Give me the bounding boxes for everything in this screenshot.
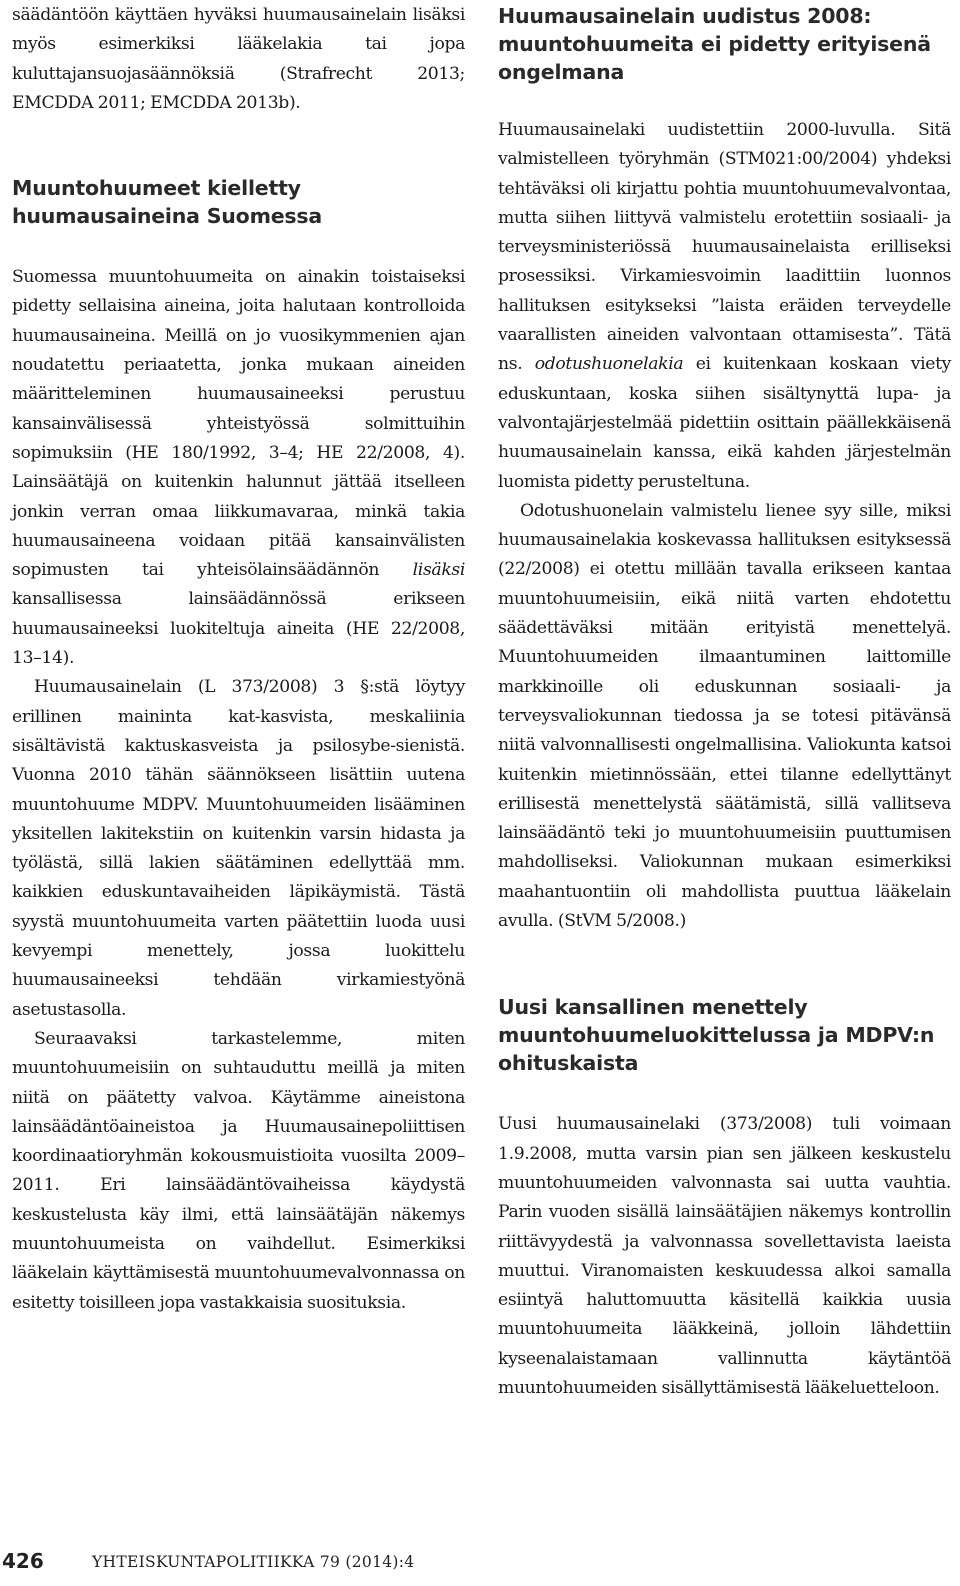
paragraph-huumausainelain: Huumausainelain (L 373/2008) 3 §:stä löytyy erillinen maininta kat-kasvista, meskaliinia sisältävistä kaktuskasveista ja psilosybe-sienistä. Vuonna 2010 tähän säännökseen lisättiin uutena muuntohuume MDPV. Muuntohuumeiden lisääminen yksitellen lakitekstiin on kuitenkin varsin hidasta ja työlästä, sillä lakien säätäminen edellyttää mm. kaikkien eduskuntavaiheiden läpikäymistä. Tästä syystä muuntohuumeita varten päätettiin luoda uusi kevyempi menettely, jossa luokittelu huumausaineeksi tehdään virkamiestyönä asetustasolla.: [12, 677, 465, 1020]
paragraph-uusi-huumausainelaki: Uusi huumausainelaki (373/2008) tuli voimaan 1.9.2008, mutta varsin pian sen jälkeen keskustelu muuntohuumeiden valvonnasta sai uutta vauhtia. Parin vuoden sisällä lainsäätäjien näkemys kontrollin riittävyydestä ja valvonnassa sovellettavista laeista muuttui. Viranomaisten keskuudessa alkoi samalla esiintyä haluttomuutta käsitellä kaikkia uusia muuntohuumeita lääkkeinä, jolloin lähdettiin kyseenalaistamaan vallinnutta käytäntöä muuntohuumeiden sisällyttämisestä lääkeluetteloon.: [498, 1114, 951, 1398]
emphasis-lisaksi: lisäksi: [412, 560, 465, 581]
section-heading-muuntohuumeet-kielletty: Muuntohuumeet kielletty huumausaineina Suomessa: [12, 176, 323, 229]
journal-title: YHTEISKUNTAPOLITIIKKA 79 (2014):4: [92, 1553, 415, 1571]
left-column: [12, 1, 465, 1318]
section-heading-huumausainelain-uudistus: Huumausainelain uudistus 2008: muuntohuumeita ei pidetty erityisenä ongelmana: [498, 4, 931, 84]
emphasis-odotushuonelakia: odotushuonelakia: [534, 354, 684, 375]
right-column: [498, 2, 951, 1403]
paragraph-text: kansallisessa lainsäädännössä erikseen huumausaineeksi luokiteltuja aineita (HE 22/2008, 13–14).: [12, 589, 465, 669]
paragraph-continuation: säädäntöön käyttäen hyväksi huumausainelain lisäksi myös esimerkiksi lääkelakia tai jopa kuluttajansuojasäännöksiä (Strafrecht 2013; EMCDDA 2011; EMCDDA 2013b).: [12, 5, 465, 113]
paragraph-uudistettiin: [498, 116, 951, 497]
page-number: 426: [2, 1549, 44, 1573]
section-heading-uusi-kansallinen-menettely: Uusi kansallinen menettely muuntohuumeluokittelussa ja MDPV:n ohituskaista: [498, 995, 935, 1076]
paragraph-odotushuonelain: Odotushuonelain valmistelu lienee syy sille, miksi huumausainelakia koskevassa hallituksen esityksessä (22/2008) ei otettu millään tavalla erikseen kantaa muuntohuumeisiin, eikä niitä varten ehdotettu säädettäväksi mitään erityistä menettelyä. Muuntohuumeiden ilmaantuminen laittomille markkinoille oli eduskunnan sosiaali- ja terveysvaliokunnan tiedossa ja se totesi pitävänsä niitä valvonnallisesti ongelmallisina. Valiokunta katsoi kuitenkin mietinnössään, ettei tilanne edellyttänyt erillisestä menettelystä säätämistä, sillä vallitseva lainsäädäntö teki jo muuntohuumeisiin puuttumisen mahdolliseksi. Valiokunnan mukaan esimerkiksi maahantuontiin oli mahdollista puuttua lääkelain avulla. (StVM 5/2008.): [498, 500, 951, 932]
paragraph-text: Suomessa muuntohuumeita on ainakin toistaiseksi pidetty sellaisina aineina, joita halutaan kontrolloida huumausaineina. Meillä on jo vuosikymmenien ajan noudatettu periaatetta, jonka mukaan aineiden määritteleminen huumausaineeksi perustuu kansainvälisessä yhteistyössä solmittuihin sopimuksiin (HE 180/1992, 3–4; HE 22/2008, 4). Lainsäätäjä on kuitenkin halunnut jättää itselleen jonkin verran omaa liikkumavaraa, minkä takia huumausaineena voidaan pitää kansainvälisten sopimusten tai yhteisölainsäädännön: [12, 267, 465, 581]
paragraph-seuraavaksi: Seuraavaksi tarkastelemme, miten muuntohuumeisiin on suhtauduttu meillä ja miten niitä on päätetty valvoa. Käytämme aineistona lainsäädäntöaineistoa ja Huumausainepoliittisen koordinaatioryhmän kokousmuistioita vuosilta 2009–2011. Eri lainsäädäntövaiheissa käydystä keskustelusta käy ilmi, että lainsäätäjän näkemys muuntohuumeista on vaihdellut. Esimerkiksi lääkelain käyttämisestä muuntohuumevalvonnassa on esitetty toisilleen jopa vastakkaisia suosituksia.: [12, 1028, 465, 1313]
page-footer: [0, 1547, 960, 1577]
paragraph-text: ei kuitenkaan koskaan viety eduskuntaan, koska siihen sisältynyttä lupa- ja valvontajärjestelmää pidettiin osittain päällekkäisenä huumausainelain kanssa, eikä kahden järjestelmän luomista pidetty perusteltuna.: [498, 354, 951, 492]
paragraph-text: Huumausainelaki uudistettiin 2000-luvulla. Sitä valmistelleen työryhmän (STM021:00/2004) yhdeksi tehtäväksi oli kirjattu pohtia muuntohuumevalvontaa, mutta siihen liittyvä valmistelu erotettiin sosiaali- ja terveysministeriössä huumausainelaista erilliseksi prosessiksi. Virkamiesvoimin laadittiin luonnos hallituksen esitykseksi ”laista eräiden terveydelle vaarallisten aineiden valvontaan ottamisesta”. Tätä ns.: [498, 120, 951, 375]
paragraph-suomessa: [12, 263, 465, 673]
